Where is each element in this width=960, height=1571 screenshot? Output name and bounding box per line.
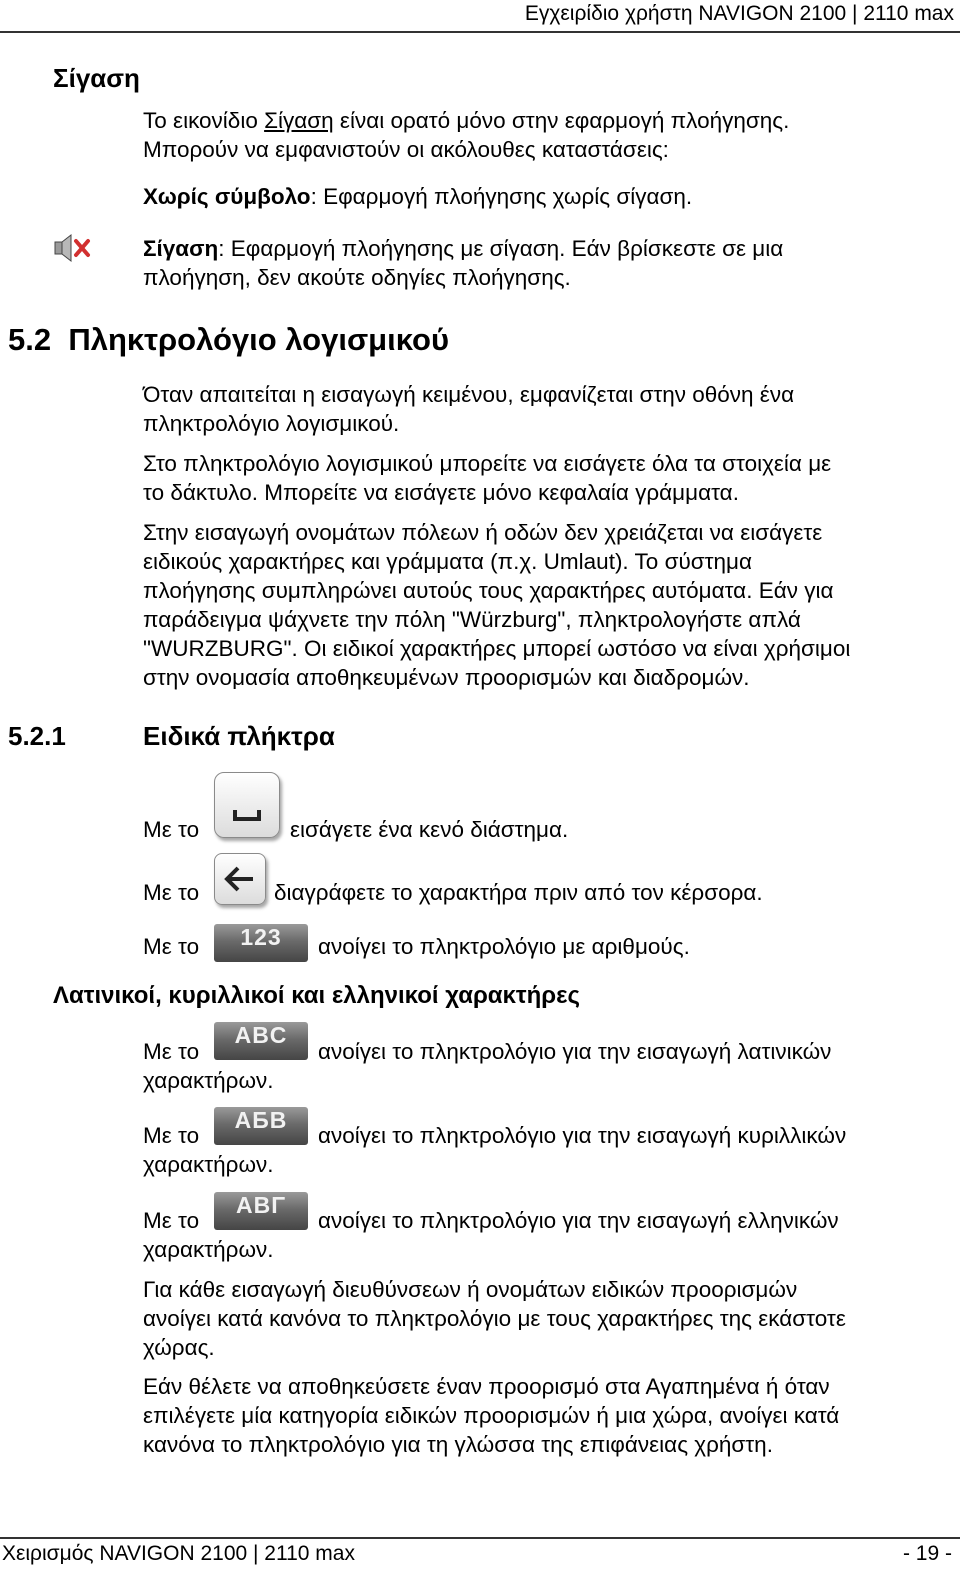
with-label: Με το — [143, 1123, 200, 1148]
with-label: Με το — [143, 1039, 200, 1064]
cyrillic-key-text-cont: χαρακτήρων. — [143, 1152, 274, 1177]
section-5-2-1-title: Ειδικά πλήκτρα — [143, 721, 335, 751]
page-number: - 19 - — [902, 1542, 952, 1565]
with-label: Με το — [143, 817, 200, 842]
mute-paragraph-1: Το εικονίδιο Σίγαση είναι ορατό μόνο στην εφαρμογή πλοήγησης. — [143, 108, 790, 133]
section-5-2-line: "WURZBURG". Οι ειδικοί χαρακτήρες μπορεί ωστόσο να είναι χρήσιμοι — [143, 636, 851, 661]
backspace-arrow-icon — [215, 854, 265, 904]
section-5-2-line: ειδικούς χαρακτήρες και γράμματα (π.χ. Umlaut). Το σύστημα — [143, 549, 753, 574]
with-label: Με το — [143, 1208, 200, 1233]
no-symbol-line: Χωρίς σύμβολο: Εφαρμογή πλοήγησης χωρίς σίγαση. — [143, 184, 693, 209]
header-divider — [0, 31, 960, 33]
charsets-paragraph-2-line: κανόνα το πληκτρολόγιο για τη γλώσσα της επιφάνειας χρήστη. — [143, 1432, 773, 1457]
mute-heading: Σίγαση — [53, 63, 140, 93]
charsets-paragraph-2-line: επιλέγετε μία κατηγορία ειδικών προορισμών ή μια χώρα, ανοίγει κατά — [143, 1403, 840, 1428]
backspace-key-text: διαγράφετε το χαρακτήρα πριν από τον κέρσορα. — [274, 880, 763, 905]
greek-key-text: ανοίγει το πληκτρολόγιο για την εισαγωγή ελληνικών — [318, 1208, 839, 1233]
latin-key-text-cont: χαρακτήρων. — [143, 1068, 274, 1093]
section-5-2-line: πληκτρολόγιο λογισμικού. — [143, 411, 400, 436]
charsets-paragraph-1-line: Για κάθε εισαγωγή διευθύνσεων ή ονομάτων ειδικών προορισμών — [143, 1277, 798, 1302]
muted-line-1: Σίγαση: Εφαρμογή πλοήγησης με σίγαση. Εάν βρίσκεστε σε μια — [143, 236, 784, 261]
muted-line-2: πλοήγηση, δεν ακούτε οδηγίες πλοήγησης. — [143, 265, 571, 290]
charsets-paragraph-1-line: ανοίγει κατά κανόνα το πληκτρολόγιο με τους χαρακτήρες της εκάστοτε — [143, 1306, 846, 1331]
latin-key-text: ανοίγει το πληκτρολόγιο για την εισαγωγή λατινικών — [318, 1039, 832, 1064]
charsets-heading: Λατινικοί, κυριλλικοί και ελληνικοί χαρακτήρες — [53, 982, 581, 1009]
section-5-2-line: Στο πληκτρολόγιο λογισμικού μπορείτε να εισάγετε όλα τα στοιχεία με — [143, 451, 832, 476]
section-5-2-line: παράδειγμα ψάχνετε την πόλη "Würzburg", πληκτρολογήστε απλά — [143, 607, 801, 632]
numbers-key-text: ανοίγει το πληκτρολόγιο με αριθμούς. — [318, 934, 690, 959]
numbers-key-button[interactable]: 123 — [214, 924, 308, 962]
section-5-2-1-number: 5.2.1 — [8, 721, 66, 751]
with-label: Με το — [143, 934, 200, 959]
section-5-2-line: πλοήγησης συμπληρώνει αυτούς τους χαρακτήρες αυτόματα. Εάν για — [143, 578, 834, 603]
cyrillic-key-text: ανοίγει το πληκτρολόγιο για την εισαγωγή κυριλλικών — [318, 1123, 847, 1148]
greek-key-button[interactable]: ΑΒΓ — [214, 1192, 308, 1230]
greek-key-text-cont: χαρακτήρων. — [143, 1237, 274, 1262]
footer-title: Χειρισμός NAVIGON 2100 | 2110 max — [2, 1542, 355, 1565]
cyrillic-key-button[interactable]: АБВ — [214, 1107, 308, 1145]
latin-key-button[interactable]: ABC — [214, 1022, 308, 1060]
section-5-2-line: το δάκτυλο. Μπορείτε να εισάγετε μόνο κεφαλαία γράμματα. — [143, 480, 739, 505]
page-header-title: Εγχειρίδιο χρήστη NAVIGON 2100 | 2110 max — [524, 2, 954, 25]
speaker-muted-icon — [52, 232, 92, 264]
space-key-icon — [215, 773, 279, 837]
mute-paragraph-2: Μπορούν να εμφανιστούν οι ακόλουθες καταστάσεις: — [143, 137, 669, 162]
charsets-paragraph-2-line: Εάν θέλετε να αποθηκεύσετε έναν προορισμό στα Αγαπημένα ή όταν — [143, 1374, 830, 1399]
footer-divider — [0, 1537, 960, 1539]
charsets-paragraph-1-line: χώρας. — [143, 1335, 215, 1360]
section-5-2-line: Όταν απαιτείται η εισαγωγή κειμένου, εμφανίζεται στην οθόνη ένα — [143, 382, 795, 407]
backspace-key-button[interactable] — [214, 853, 266, 905]
section-5-2-line: στην ονομασία αποθηκευμένων προορισμών και διαδρομών. — [143, 665, 750, 690]
section-5-2-line: Στην εισαγωγή ονομάτων πόλεων ή οδών δεν χρειάζεται να εισάγετε — [143, 520, 823, 545]
with-label: Με το — [143, 880, 200, 905]
section-5-2-heading: 5.2 Πληκτρολόγιο λογισμικού — [8, 322, 449, 357]
space-key-text: εισάγετε ένα κενό διάστημα. — [290, 817, 569, 842]
space-key-button[interactable] — [214, 772, 280, 838]
mute-link[interactable]: Σίγαση — [264, 108, 334, 133]
